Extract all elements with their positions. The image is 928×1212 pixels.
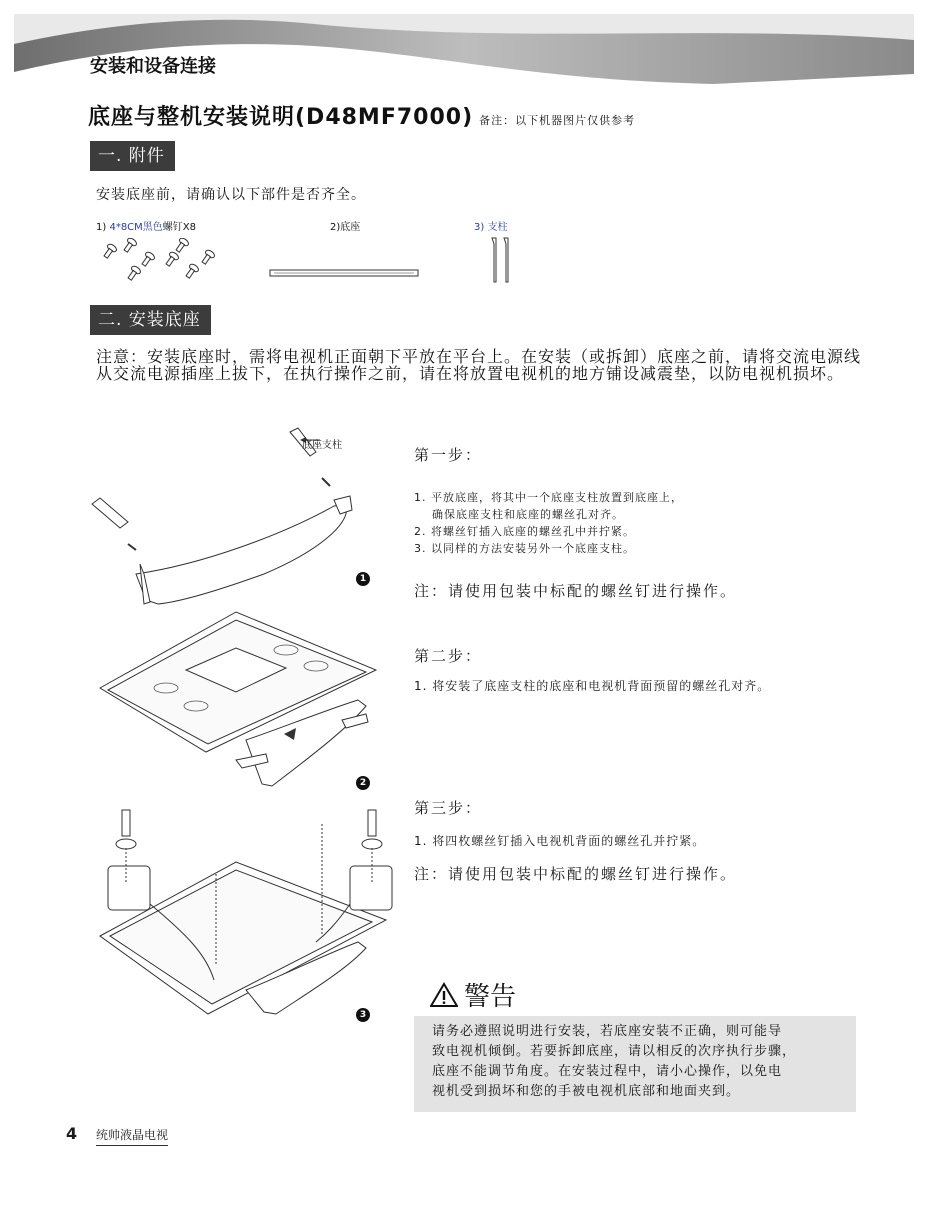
step-marker-3: 3 — [356, 1008, 370, 1022]
warning-line: 视机受到损坏和您的手被电视机底部和地面夹到。 — [432, 1084, 741, 1099]
step2-title: 第二步： — [414, 647, 483, 665]
list-item: 确保底座支柱和底座的螺丝孔对齐。 — [432, 508, 624, 521]
list-item: 3. 以同样的方法安装另外一个底座支柱。 — [414, 542, 635, 555]
title-note: 备注：以下机器图片仅供参考 — [479, 114, 636, 127]
warning-line: 底座不能调节角度。在安装过程中，请小心操作，以免电 — [432, 1064, 783, 1079]
step1-note: 注：请使用包装中标配的螺丝钉进行操作。 — [414, 582, 738, 600]
warning-title: 警告 — [464, 982, 517, 1012]
warning-triangle-icon — [430, 982, 458, 1008]
screws-illustration — [100, 238, 230, 288]
section-tab-install-base: 二. 安装底座 — [90, 305, 211, 335]
step1-title: 第一步： — [414, 446, 483, 464]
post-illustration — [486, 234, 516, 284]
install-notice: 注意：安装底座时，需将电视机正面朝下平放在平台上。在安装（或拆卸）底座之前，请将交流电源线从交流电源插座上拔下，在执行操作之前，请在将放置电视机的地方铺设减震垫，以防电视机损坏。 — [96, 347, 862, 383]
accessories-intro: 安装底座前，请确认以下部件是否齐全。 — [96, 187, 366, 203]
step-marker-2: 2 — [356, 776, 370, 790]
header-section-label: 安装和设备连接 — [90, 56, 216, 77]
warning-box — [414, 1016, 856, 1112]
list-item: 2. 将螺丝钉插入底座的螺丝孔中并拧紧。 — [414, 525, 635, 538]
list-item: 1. 平放底座，将其中一个底座支柱放置到底座上， — [414, 491, 683, 504]
step3-illustration — [96, 804, 396, 1024]
section-tab-accessories: 一. 附件 — [90, 141, 175, 171]
step2-list — [414, 678, 884, 695]
part-label-screws: 1) 4*8CM黑色螺钉X8 — [96, 222, 197, 233]
step3-note: 注：请使用包装中标配的螺丝钉进行操作。 — [414, 865, 738, 883]
page-number: 4 — [66, 1124, 78, 1143]
step-marker-1: 1 — [356, 572, 370, 586]
part-label-post: 3) 支柱 — [474, 222, 508, 233]
page-title — [88, 100, 635, 131]
base-illustration — [266, 266, 422, 282]
step1-illustration — [84, 424, 384, 614]
title-main: 底座与整机安装说明(D48MF7000) — [88, 105, 474, 130]
step1-list — [414, 489, 854, 557]
step3-title: 第三步： — [414, 799, 483, 817]
warning-line: 请务必遵照说明进行安装，若底座安装不正确，则可能导 — [432, 1024, 783, 1039]
list-item: 1. 将安装了底座支柱的底座和电视机背面预留的螺丝孔对齐。 — [414, 679, 771, 693]
step3-list — [414, 833, 854, 850]
footer-brand: 统帅液晶电视 — [96, 1126, 168, 1146]
part-label-base: 2)底座 — [330, 222, 361, 233]
stand-post-label: 底座支柱 — [302, 440, 342, 451]
step2-illustration — [96, 610, 386, 800]
warning-line: 致电视机倾倒。若要拆卸底座，请以相反的次序执行步骤， — [432, 1044, 797, 1059]
list-item: 1. 将四枚螺丝钉插入电视机背面的螺丝孔并拧紧。 — [414, 834, 706, 848]
warning-heading — [430, 976, 516, 1013]
